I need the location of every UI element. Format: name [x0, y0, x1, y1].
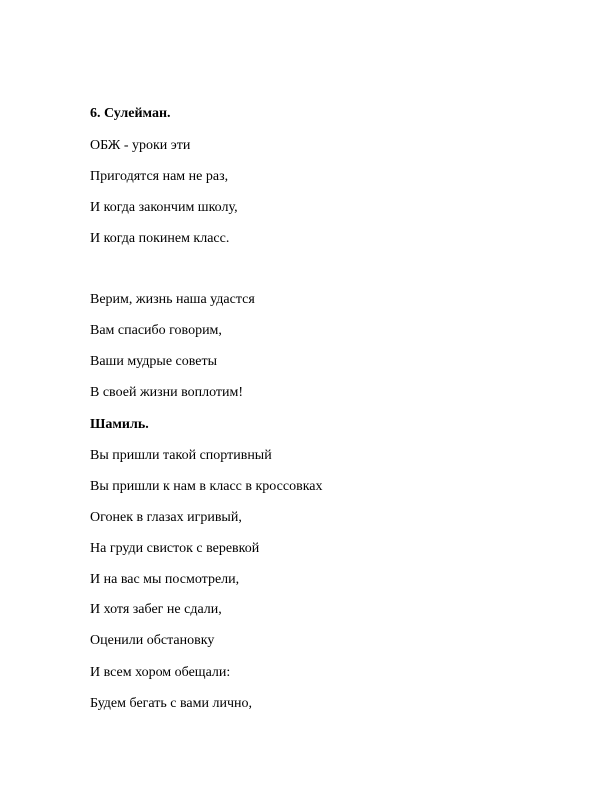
speaker-heading: 6. Сулейман. [90, 106, 171, 121]
poem-line: И хотя забег не сдали, [90, 602, 222, 617]
poem-line: Будем бегать с вами лично, [90, 696, 252, 711]
poem-line: Верим, жизнь наша удастся [90, 292, 255, 307]
poem-line: ОБЖ - уроки эти [90, 138, 191, 153]
poem-line: Вы пришли к нам в класс в кроссовках [90, 479, 323, 494]
poem-line: И когда покинем класс. [90, 231, 230, 246]
poem-line: Оценили обстановку [90, 633, 215, 648]
poem-line: Ваши мудрые советы [90, 354, 218, 369]
poem-line: На груди свисток с веревкой [90, 541, 260, 556]
poem-line: Вы пришли такой спортивный [90, 448, 272, 463]
poem-line: И когда закончим школу, [90, 200, 238, 215]
poem-line: Пригодятся нам не раз, [90, 169, 229, 184]
poem-line: И всем хором обещали: [90, 665, 231, 680]
poem-line: Огонек в глазах игривый, [90, 510, 242, 525]
poem-line: В своей жизни воплотим! [90, 385, 244, 400]
speaker-heading: Шамиль. [90, 417, 149, 432]
poem-line: И на вас мы посмотрели, [90, 572, 240, 587]
poem-line: Вам спасибо говорим, [90, 323, 222, 338]
